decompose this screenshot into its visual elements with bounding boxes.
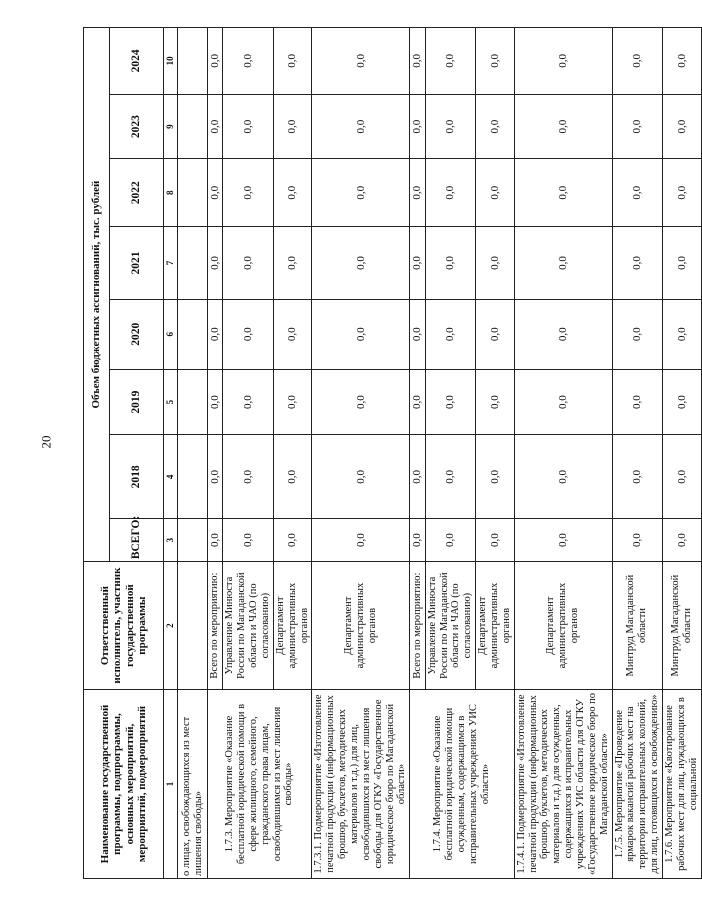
table-row bbox=[612, 27, 662, 878]
cell-value: 0,0 bbox=[312, 94, 410, 159]
cell-value: 0,0 bbox=[273, 226, 312, 298]
column-number: 3 bbox=[164, 518, 178, 561]
cell-value: 0,0 bbox=[312, 226, 410, 298]
row-name: 1.7.5. Мероприятие «Проведение ярмарок вакансий рабочих мест на территории исправительных колоний, для лиц, готовящихся к освобождению» bbox=[612, 689, 662, 878]
row-executor: Минтруд Магаданской области bbox=[663, 561, 702, 689]
cell-value: 0,0 bbox=[273, 94, 312, 159]
cell-value: 0,0 bbox=[273, 434, 312, 518]
cell-value: 0,0 bbox=[514, 226, 612, 298]
cell-value: 0,0 bbox=[273, 27, 312, 94]
header-year: 2020 bbox=[110, 299, 164, 369]
column-number: 7 bbox=[164, 226, 178, 298]
cell-value: 0,0 bbox=[476, 94, 515, 159]
table-row bbox=[514, 27, 612, 878]
cell-value bbox=[178, 158, 208, 226]
header-total: ВСЕГО: bbox=[110, 518, 164, 561]
cell-value: 0,0 bbox=[312, 299, 410, 369]
cell-value: 0,0 bbox=[612, 226, 662, 298]
column-number: 2 bbox=[164, 561, 178, 689]
page-number: 20 bbox=[38, 435, 54, 449]
cell-value: 0,0 bbox=[273, 518, 312, 561]
cell-value: 0,0 bbox=[410, 434, 425, 518]
header-year: 2021 bbox=[110, 226, 164, 298]
row-executor: Минтруд Магаданской области bbox=[612, 561, 662, 689]
cell-value: 0,0 bbox=[312, 369, 410, 435]
header-year: 2019 bbox=[110, 369, 164, 435]
cell-value: 0,0 bbox=[514, 299, 612, 369]
cell-value: 0,0 bbox=[663, 94, 702, 159]
cell-value: 0,0 bbox=[223, 434, 273, 518]
column-number: 9 bbox=[164, 94, 178, 159]
cell-value: 0,0 bbox=[476, 369, 515, 435]
cell-value bbox=[178, 434, 208, 518]
cell-value: 0,0 bbox=[273, 299, 312, 369]
cell-value: 0,0 bbox=[312, 434, 410, 518]
cell-value: 0,0 bbox=[425, 369, 475, 435]
cell-value: 0,0 bbox=[612, 518, 662, 561]
cell-value: 0,0 bbox=[223, 299, 273, 369]
cell-value: 0,0 bbox=[208, 434, 223, 518]
cell-value bbox=[178, 94, 208, 159]
cell-value bbox=[178, 518, 208, 561]
header-year: 2023 bbox=[110, 94, 164, 159]
cell-value: 0,0 bbox=[273, 158, 312, 226]
cell-value: 0,0 bbox=[410, 27, 425, 94]
column-number: 4 bbox=[164, 434, 178, 518]
header-year: 2022 bbox=[110, 158, 164, 226]
cell-value: 0,0 bbox=[514, 94, 612, 159]
table-row bbox=[663, 27, 702, 878]
cell-value bbox=[178, 369, 208, 435]
header-year: 2018 bbox=[110, 434, 164, 518]
column-number: 10 bbox=[164, 27, 178, 94]
cell-value: 0,0 bbox=[425, 158, 475, 226]
row-name: о лицах, освобождающихся из мест лишения свободы» bbox=[178, 689, 208, 878]
cell-value: 0,0 bbox=[223, 94, 273, 159]
cell-value: 0,0 bbox=[612, 299, 662, 369]
column-number: 8 bbox=[164, 158, 178, 226]
cell-value: 0,0 bbox=[612, 369, 662, 435]
row-executor: Всего по мероприятию: bbox=[208, 561, 223, 689]
cell-value: 0,0 bbox=[208, 226, 223, 298]
cell-value: 0,0 bbox=[410, 518, 425, 561]
row-name: 1.7.3.1. Подмероприятие «Изготовление печатной продукции (информационных брошюр, буклетов, методических материалов и т.д.) для лиц, освободившихся из мест лишения свободы для ОГКУ «Государственное юридическое бюро по Магаданской области» bbox=[312, 689, 410, 878]
table-row bbox=[178, 27, 208, 878]
column-number: 6 bbox=[164, 299, 178, 369]
cell-value: 0,0 bbox=[476, 518, 515, 561]
table-row bbox=[208, 27, 223, 878]
row-executor: Департамент административных органов bbox=[312, 561, 410, 689]
table-row bbox=[312, 27, 410, 878]
cell-value: 0,0 bbox=[312, 27, 410, 94]
cell-value: 0,0 bbox=[223, 369, 273, 435]
cell-value bbox=[178, 299, 208, 369]
header-budget: Объем бюджетных ассигнований, тыс. рублей bbox=[84, 27, 110, 561]
cell-value: 0,0 bbox=[410, 226, 425, 298]
row-executor: Управление Минюста России по Магаданской области и ЧАО (по согласованию) bbox=[223, 561, 273, 689]
row-executor: Департамент административных органов bbox=[273, 561, 312, 689]
column-number: 1 bbox=[164, 689, 178, 878]
cell-value: 0,0 bbox=[425, 226, 475, 298]
header-name: Наименование государственной программы, подпрограммы, основных мероприятий, мероприятий, подмероприятий bbox=[84, 689, 164, 878]
cell-value: 0,0 bbox=[476, 434, 515, 518]
row-name: 1.7.4.1. Подмероприятие «Изготовление печатной продукции (информационных брошюр, буклетов, методических материалов и т.д.) для осужденных, содержащихся в исправительных учреждениях УИС области для ОГКУ «Государственное юридическое бюро по Магаданской области» bbox=[514, 689, 612, 878]
header-executor: Ответственный исполнитель, участник государственной программы bbox=[84, 561, 164, 689]
cell-value: 0,0 bbox=[663, 226, 702, 298]
row-executor: Всего по мероприятию: bbox=[410, 561, 425, 689]
cell-value: 0,0 bbox=[612, 94, 662, 159]
rotated-table-container bbox=[83, 27, 699, 879]
row-executor: Департамент административных органов bbox=[476, 561, 515, 689]
cell-value: 0,0 bbox=[514, 27, 612, 94]
cell-value: 0,0 bbox=[663, 27, 702, 94]
table-row bbox=[410, 27, 425, 878]
cell-value: 0,0 bbox=[208, 158, 223, 226]
header-year: 2024 bbox=[110, 27, 164, 94]
row-executor bbox=[178, 561, 208, 689]
row-executor: Управление Минюста России по Магаданской области и ЧАО (по согласованию) bbox=[425, 561, 475, 689]
cell-value bbox=[178, 27, 208, 94]
cell-value: 0,0 bbox=[476, 299, 515, 369]
cell-value: 0,0 bbox=[425, 27, 475, 94]
cell-value: 0,0 bbox=[514, 518, 612, 561]
cell-value: 0,0 bbox=[410, 94, 425, 159]
row-executor: Департамент административных органов bbox=[514, 561, 612, 689]
cell-value: 0,0 bbox=[425, 518, 475, 561]
row-name: 1.7.4. Мероприятие «Оказание бесплатной юридической помощи осужденным, содержащимся в исправительных учреждениях УИС области» bbox=[410, 689, 514, 878]
cell-value: 0,0 bbox=[663, 369, 702, 435]
column-number: 5 bbox=[164, 369, 178, 435]
row-name: 1.7.3. Мероприятие «Оказание бесплатной юридической помощи в сфере жилищного, семейного, гражданского права лицам, освободившимся из мест лишения свободы» bbox=[208, 689, 312, 878]
cell-value: 0,0 bbox=[425, 94, 475, 159]
cell-value: 0,0 bbox=[425, 434, 475, 518]
cell-value: 0,0 bbox=[312, 158, 410, 226]
cell-value: 0,0 bbox=[208, 369, 223, 435]
row-name: 1.7.6. Мероприятие «Квотирование рабочих мест для лиц, нуждающихся в социальной bbox=[663, 689, 702, 878]
cell-value: 0,0 bbox=[208, 27, 223, 94]
cell-value: 0,0 bbox=[208, 299, 223, 369]
cell-value: 0,0 bbox=[476, 27, 515, 94]
cell-value: 0,0 bbox=[476, 158, 515, 226]
cell-value: 0,0 bbox=[663, 299, 702, 369]
cell-value: 0,0 bbox=[410, 158, 425, 226]
cell-value: 0,0 bbox=[612, 27, 662, 94]
cell-value: 0,0 bbox=[223, 27, 273, 94]
cell-value: 0,0 bbox=[273, 369, 312, 435]
cell-value: 0,0 bbox=[663, 158, 702, 226]
cell-value: 0,0 bbox=[612, 158, 662, 226]
cell-value: 0,0 bbox=[612, 434, 662, 518]
cell-value: 0,0 bbox=[514, 158, 612, 226]
cell-value: 0,0 bbox=[425, 299, 475, 369]
cell-value bbox=[178, 226, 208, 298]
cell-value: 0,0 bbox=[514, 434, 612, 518]
cell-value: 0,0 bbox=[223, 518, 273, 561]
cell-value: 0,0 bbox=[208, 94, 223, 159]
cell-value: 0,0 bbox=[312, 518, 410, 561]
cell-value: 0,0 bbox=[223, 226, 273, 298]
cell-value: 0,0 bbox=[208, 518, 223, 561]
budget-table bbox=[83, 27, 702, 879]
cell-value: 0,0 bbox=[476, 226, 515, 298]
cell-value: 0,0 bbox=[410, 369, 425, 435]
cell-value: 0,0 bbox=[663, 518, 702, 561]
cell-value: 0,0 bbox=[223, 158, 273, 226]
cell-value: 0,0 bbox=[410, 299, 425, 369]
cell-value: 0,0 bbox=[663, 434, 702, 518]
cell-value: 0,0 bbox=[514, 369, 612, 435]
